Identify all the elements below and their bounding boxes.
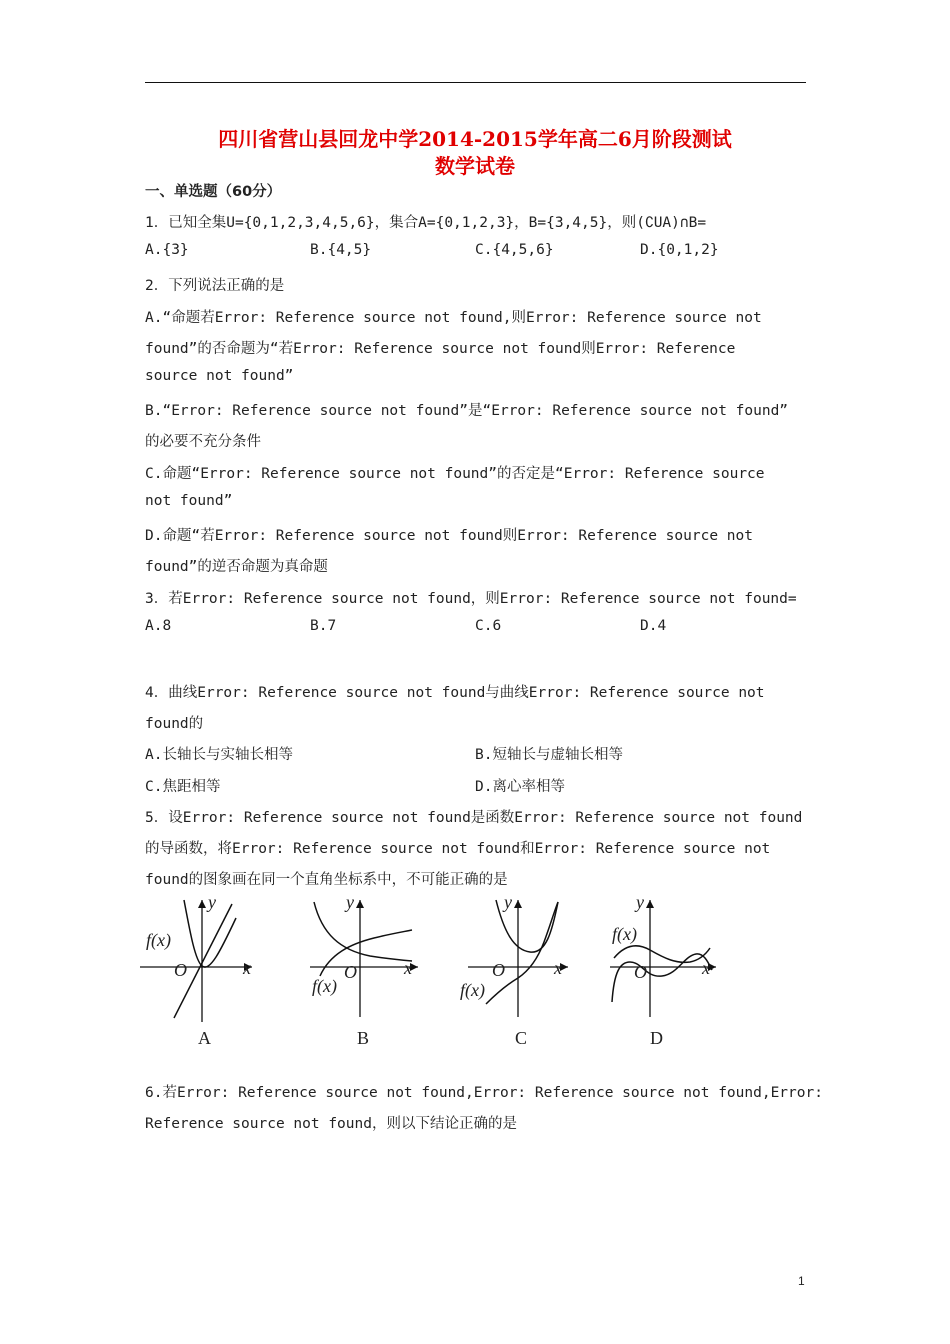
graph-c-origin-label: O: [492, 960, 505, 980]
graph-b-figure: [300, 892, 440, 1052]
q2-line: found”的否命题为“若Error: Reference source not found则Error: Reference: [145, 341, 736, 357]
q5-stem-cont: 的导函数，将Error: Reference source not found和Error: Reference source not: [145, 841, 771, 857]
q1-stem: 1．已知全集U={0,1,2,3,4,5,6}，集合A={0,1,2,3}，B={3,4,5}，则(∁UA)∩B=: [145, 215, 707, 231]
q3-option-b: B.7: [310, 618, 337, 634]
q2-line: 的必要不充分条件: [145, 434, 261, 450]
graph-b: [300, 892, 440, 1052]
graph-c-x-label: x: [554, 958, 562, 978]
graph-c-y-label: y: [504, 892, 512, 912]
q2-line: B.“Error: Reference source not found”是“Error: Reference source not found”: [145, 403, 789, 419]
q1-option-c: C.{4,5,6}: [475, 242, 554, 258]
graph-b-origin-label: O: [344, 962, 357, 982]
q3-option-c: C.6: [475, 618, 502, 634]
page-number: 1: [798, 1274, 805, 1288]
graph-d: [606, 892, 746, 1052]
graph-d-fx-label: f(x): [612, 924, 637, 944]
graph-a-y-label: y: [208, 892, 216, 912]
graph-d-figure: [606, 892, 746, 1052]
graph-c: [458, 892, 598, 1052]
q1-option-b: B.{4,5}: [310, 242, 372, 258]
q2-line: C.命题“Error: Reference source not found”的否定是“Error: Reference source: [145, 466, 765, 482]
q2-line: not found”: [145, 493, 233, 509]
q3-option-d: D.4: [640, 618, 667, 634]
graph-d-y-label: y: [636, 892, 644, 912]
q1-option-d: D.{0,1,2}: [640, 242, 719, 258]
q5-stem: 5．设Error: Reference source not found是函数Error: Reference source not found: [145, 810, 803, 826]
header-rule: [145, 82, 806, 83]
q4-option-a: A.长轴长与实轴长相等: [145, 747, 293, 763]
q4-option-b: B.短轴长与虚轴长相等: [475, 747, 623, 763]
q4-stem-cont: found的: [145, 716, 204, 732]
graph-b-caption: B: [357, 1028, 370, 1048]
graph-a-origin-label: O: [174, 960, 187, 980]
q4-option-c: C.焦距相等: [145, 779, 221, 795]
graph-a-fx-label: f(x): [146, 930, 171, 950]
q3-stem: 3．若Error: Reference source not found，则Error: Reference source not found=: [145, 591, 797, 607]
graph-c-caption: C: [515, 1028, 528, 1048]
q5-stem-cont: found的图象画在同一个直角坐标系中，不可能正确的是: [145, 872, 508, 888]
page-title: 四川省营山县回龙中学2014-2015学年高二6月阶段测试: [218, 127, 732, 151]
graph-d-origin-label: O: [634, 962, 647, 982]
q2-line: found”的逆否命题为真命题: [145, 559, 328, 575]
q4-option-d: D.离心率相等: [475, 779, 565, 795]
graph-d-x-label: x: [702, 958, 710, 978]
graph-d-caption: D: [650, 1028, 663, 1048]
q3-option-a: A.8: [145, 618, 172, 634]
q2-line: A.“命题若Error: Reference source not found,则Error: Reference source not: [145, 310, 762, 326]
graph-a-caption: A: [198, 1028, 211, 1048]
q6-stem-cont: Reference source not found，则以下结论正确的是: [145, 1116, 517, 1132]
q5-graphs: [140, 892, 730, 1052]
q4-stem: 4．曲线Error: Reference source not found与曲线Error: Reference source not: [145, 685, 765, 701]
q2-line: source not found”: [145, 368, 294, 384]
graph-b-y-label: y: [346, 892, 354, 912]
graph-b-fx-label: f(x): [312, 976, 337, 996]
q1-option-a: A.{3}: [145, 242, 189, 258]
q2-stem: 2．下列说法正确的是: [145, 278, 285, 294]
graph-c-figure: [458, 892, 598, 1052]
graph-a: [140, 892, 280, 1052]
page-subtitle: 数学试卷: [435, 154, 515, 178]
graph-b-x-label: x: [404, 958, 412, 978]
q2-line: D.命题“若Error: Reference source not found则Error: Reference source not: [145, 528, 753, 544]
graph-a-x-label: x: [243, 958, 251, 978]
q6-stem: 6.若Error: Reference source not found,Error: Reference source not found,Error:: [145, 1085, 823, 1101]
graph-c-fx-label: f(x): [460, 980, 485, 1000]
section-heading: 一、单选题（60分）: [145, 184, 282, 200]
